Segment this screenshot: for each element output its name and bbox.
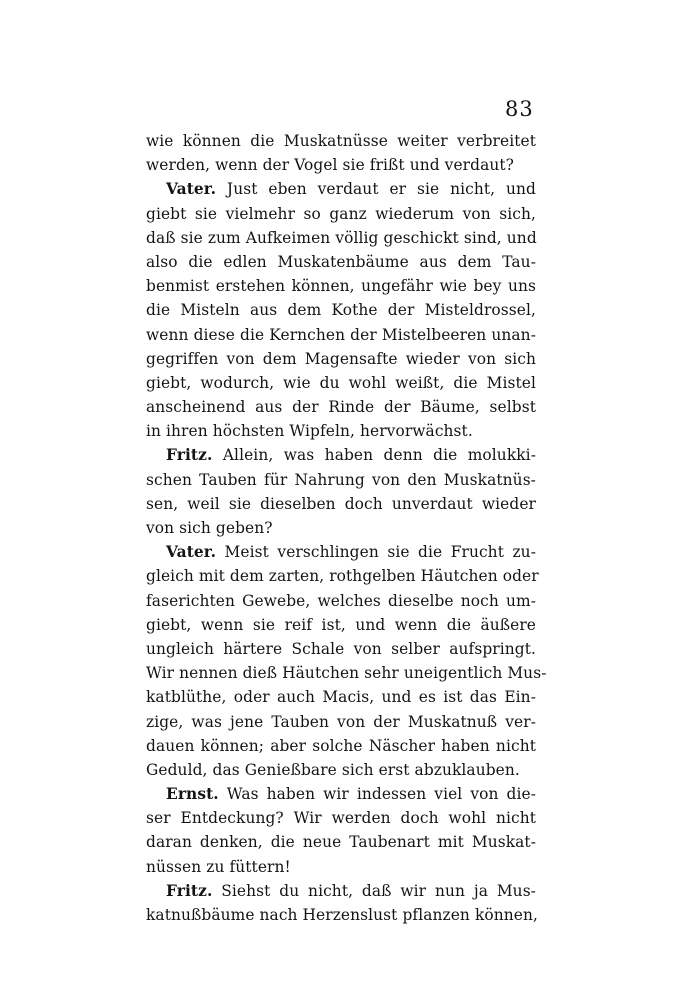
page-number: 83 [505, 97, 534, 121]
text-line [146, 589, 536, 613]
line-text: schen Tauben für Nahrung von den Muskatnüs- [146, 470, 536, 489]
text-line [146, 661, 547, 685]
body-text [146, 129, 547, 927]
line-text: Geduld, das Genießbare sich erst abzuklauben. [146, 760, 520, 779]
speaker-name: Fritz. [166, 881, 213, 900]
text-line [146, 758, 536, 782]
line-text: dauen können; aber solche Näscher haben nicht [146, 736, 536, 755]
text-line [146, 298, 536, 322]
text-line [146, 685, 536, 709]
line-text: giebt, wenn sie reif ist, und wenn die äußere [146, 615, 536, 634]
text-line [146, 347, 536, 371]
text-line [146, 564, 539, 588]
line-text: Was haben wir indessen viel von die- [218, 785, 536, 804]
line-text: katblüthe, oder auch Macis, und es ist das Ein- [146, 688, 536, 707]
speaker-name: Fritz. [166, 446, 213, 465]
speaker-name: Vater. [166, 543, 217, 562]
line-text: werden, wenn der Vogel sie frißt und verdaut? [146, 156, 515, 175]
line-text: giebt sie vielmehr so ganz wiederum von sich, [146, 204, 536, 223]
text-line [146, 879, 536, 903]
line-text: faserichten Gewebe, welches dieselbe noch um- [146, 591, 536, 610]
line-text: giebt, wodurch, wie du wohl weißt, die Mistel [146, 373, 536, 392]
text-line [146, 371, 536, 395]
text-line [146, 177, 536, 201]
line-text: also die edlen Muskatenbäume aus dem Tau- [146, 252, 536, 271]
text-line [146, 903, 536, 927]
line-text: nüssen zu füttern! [146, 857, 291, 876]
text-line [146, 516, 536, 540]
text-line [146, 323, 536, 347]
line-text: von sich geben? [146, 519, 273, 537]
line-text: gegriffen von dem Magensafte wieder von sich [146, 349, 536, 368]
line-text: Allein, was haben denn die molukki- [212, 446, 536, 465]
text-line [146, 395, 536, 419]
line-text: benmist erstehen können, ungefähr wie bey uns [146, 277, 536, 296]
text-line [146, 540, 536, 564]
text-line [146, 637, 536, 661]
text-line [146, 419, 536, 443]
text-line [146, 830, 536, 854]
text-line [146, 443, 536, 467]
text-line [146, 202, 536, 226]
line-text: in ihren höchsten Wipfeln, hervorwächst. [146, 422, 473, 441]
line-text: zige, was jene Tauben von der Muskatnuß ver- [146, 712, 536, 731]
speaker-name: Ernst. [166, 785, 219, 804]
line-text: daß sie zum Aufkeimen völlig geschickt sind, und [146, 228, 537, 247]
line-text: katnußbäume nach Herzenslust pflanzen können, [146, 906, 538, 924]
text-line [146, 806, 536, 830]
text-line [146, 492, 536, 516]
text-line [146, 710, 536, 734]
speaker-name: Vater. [166, 180, 217, 199]
line-text: wie können die Muskatnüsse weiter verbreitet [146, 132, 536, 150]
line-text: sen, weil sie dieselben doch unverdaut wieder [146, 494, 536, 513]
line-text: Meist verschlingen sie die Frucht zu- [216, 543, 536, 562]
text-line [146, 153, 536, 177]
line-text: die Misteln aus dem Kothe der Misteldrossel, [146, 301, 536, 320]
line-text: ser Entdeckung? Wir werden doch wohl nicht [146, 809, 536, 828]
text-line [146, 613, 536, 637]
text-line [146, 468, 536, 492]
line-text: Wir nennen dieß Häutchen sehr uneigentlich Mus- [146, 664, 547, 683]
line-text: gleich mit dem zarten, rothgelben Häutchen oder [146, 567, 539, 586]
line-text: Just eben verdaut er sie nicht, und [216, 180, 536, 199]
line-text: anscheinend aus der Rinde der Bäume, selbst [146, 398, 536, 417]
text-line [146, 226, 536, 250]
text-line [146, 129, 536, 153]
line-text: daran denken, die neue Taubenart mit Muskat- [146, 833, 536, 852]
line-text: Siehst du nicht, daß wir nun ja Mus- [212, 881, 536, 900]
text-line [146, 782, 536, 806]
line-text: ungleich härtere Schale von selber aufspringt. [146, 639, 536, 658]
text-line [146, 855, 536, 879]
line-text: wenn diese die Kernchen der Mistelbeeren unan- [146, 325, 536, 344]
text-line [146, 250, 536, 274]
text-line [146, 734, 536, 758]
text-line [146, 274, 536, 298]
